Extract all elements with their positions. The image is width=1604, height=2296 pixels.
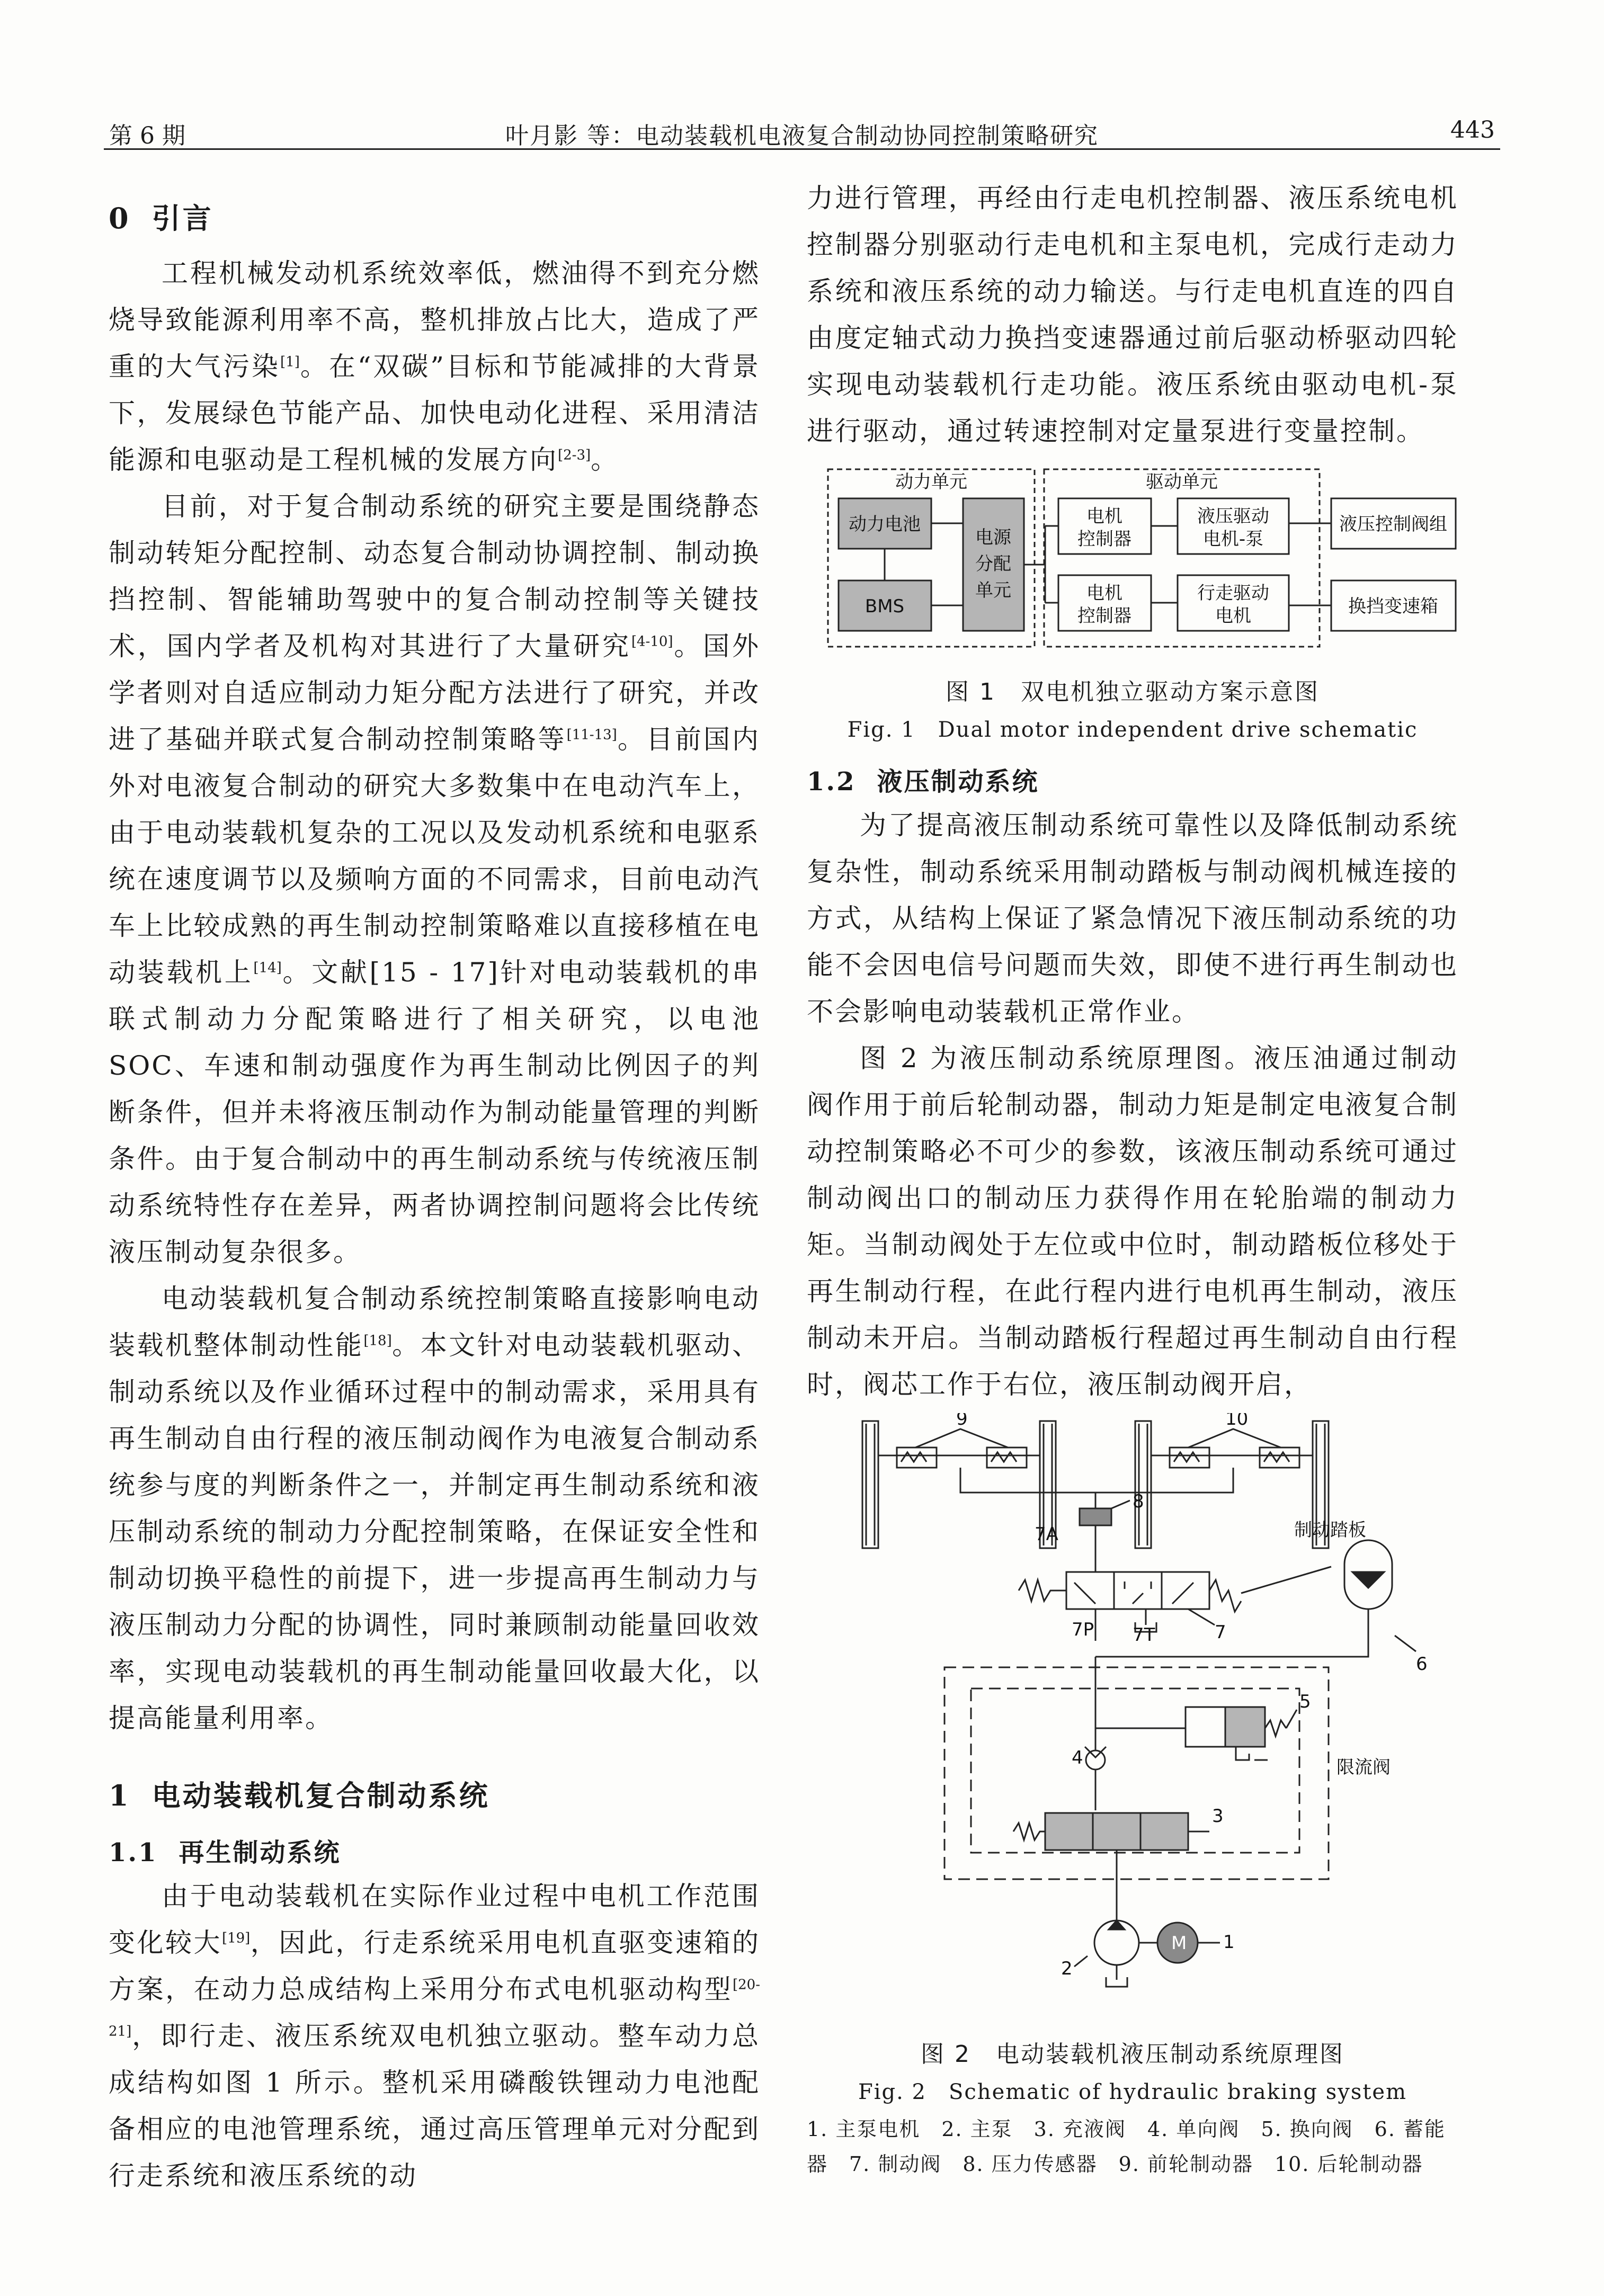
label-power-unit: 动力单元	[895, 471, 967, 493]
pressure-sensor	[1080, 1508, 1111, 1525]
label-hydraulic-motor-a: 液压驱动	[1197, 506, 1269, 527]
running-header	[104, 106, 1500, 150]
figure-1	[807, 454, 1458, 743]
label-travel-motor-b: 电机	[1215, 605, 1251, 627]
label-7P: 7P	[1072, 1619, 1094, 1640]
figure-1-caption-cn: 图 1 双电机独立驱动方案示意图	[946, 678, 1320, 705]
label-6: 6	[1416, 1654, 1428, 1675]
drive-schematic-diagram	[807, 464, 1458, 665]
paragraph: 为了提高液压制动系统可靠性以及降低制动系统复杂性，制动系统采用制动踏板与制动阀机械连接的方式，从结构上保证了紧急情况下液压制动系统的功能不会因电信号问题而失效，即使不进行再生制动也不会影响电动装载机正常作业。	[807, 810, 1458, 1027]
figure-2-legend: 1. 主泵电机 2. 主泵 3. 充液阀 4. 单向阀 5. 换向阀 6. 蓄能器 7. 制动阀 8. 压力传感器 9. 前轮制动器 10. 后轮制动器	[807, 2118, 1446, 2176]
citation: [20-21]	[109, 1977, 760, 2040]
subsection-heading-1-2: 1.2 液压制动系统	[807, 767, 1039, 797]
label-pdu-1: 电源	[975, 527, 1011, 548]
page-number: 443	[1450, 117, 1495, 144]
section-heading-0: 0 引言	[109, 201, 213, 235]
left-column	[109, 175, 760, 2199]
rear-wheel-left	[1135, 1421, 1151, 1548]
paragraph: 图 2 为液压制动系统原理图。液压油通过制动阀作用于前后轮制动器，制动力矩是制定电液复合制动控制策略必不可少的参数，该液压制动系统可通过制动阀出口的制动压力获得作用在轮胎端的制动力矩。当制动阀处于左位或中位时，制动踏板位移处于再生制动行程，在此行程内进行电机再生制动，液压制动未开启。当制动踏板行程超过再生制动自由行程时，阀芯工作于右位，液压制动阀开启，	[807, 1043, 1458, 1400]
brake-valve-left-spring	[1019, 1580, 1066, 1601]
paragraph: 由于电动装载机在实际作业过程中电机工作范围变化较大[19]，因此，行走系统采用电机直驱变速箱的方案，在动力总成结构上采用分布式电机驱动构型[20-21]，即行走、液压系统双电机独立驱动。整车动力总成结构如图 1 所示。整机采用磷酸铁锂动力电池配备相应的电池管理系统，通过高压管理单元对分配到行走系统和液压系统的动	[109, 1881, 761, 2191]
label-motor-controller-2a: 电机	[1086, 583, 1122, 604]
label-1: 1	[1223, 1932, 1235, 1953]
label-valve-group: 液压控制阀组	[1339, 514, 1447, 535]
citation: [11-13]	[566, 727, 617, 743]
brake-valve-middle-position	[1114, 1572, 1162, 1609]
citation: [4-10]	[631, 633, 673, 650]
label-drive-unit: 驱动单元	[1146, 471, 1218, 493]
subsection-heading-1-1: 1.1 再生制动系统	[109, 1838, 341, 1868]
label-limiter: 限流阀	[1336, 1757, 1391, 1778]
right-column	[807, 175, 1458, 2182]
label-3: 3	[1212, 1806, 1224, 1827]
charging-valve-right	[1140, 1813, 1188, 1850]
paragraph: 电动装载机复合制动系统控制策略直接影响电动装载机整体制动性能[18]。本文针对电动装载机驱动、制动系统以及作业循环过程中的制动需求，采用具有再生制动自由行程的液压制动阀作为电液复合制动系统参与度的判断条件之一，并制定再生制动系统和液压制动系统的制动力分配控制策略，在保证安全性和制动切换平稳性的前提下，进一步提高再生制动力与液压制动力分配的协调性，同时兼顾制动能量回收效率，实现电动装载机的再生制动能量回收最大化，以提高能量利用率。	[109, 1283, 761, 1734]
label-9: 9	[956, 1413, 968, 1430]
label-7A: 7A	[1035, 1524, 1058, 1545]
label-4: 4	[1072, 1747, 1083, 1768]
label-motor-controller-1a: 电机	[1086, 506, 1122, 527]
motor-symbol-label: M	[1171, 1933, 1187, 1954]
figure-2-caption-en: Fig. 2 Schematic of hydraulic braking system	[858, 2080, 1407, 2104]
figure-1-caption-en: Fig. 1 Dual motor independent drive schematic	[847, 718, 1418, 742]
check-valve	[1086, 1750, 1105, 1770]
citation: [1]	[280, 354, 300, 370]
label-7: 7	[1215, 1622, 1226, 1643]
brake-valve-left-position	[1066, 1572, 1114, 1609]
charging-valve-spring	[1013, 1823, 1045, 1840]
citation: [19]	[221, 1930, 251, 1946]
section-heading-1: 1 电动装载机复合制动系统	[109, 1779, 490, 1812]
label-travel-motor-a: 行走驱动	[1197, 583, 1269, 604]
label-bms: BMS	[865, 596, 905, 617]
label-7T: 7T	[1133, 1624, 1155, 1646]
label-pdu-2: 分配	[975, 553, 1011, 575]
label-motor-controller-1b: 控制器	[1077, 529, 1131, 550]
running-title: 叶月影 等：电动装载机电液复合制动协同控制策略研究	[505, 122, 1099, 149]
citation: [18]	[363, 1333, 392, 1349]
figure-2	[807, 1408, 1458, 2182]
reversing-valve-right	[1225, 1707, 1265, 1747]
charging-valve-left	[1045, 1813, 1093, 1850]
citation: [2-3]	[558, 447, 591, 463]
label-gearbox: 换挡变速箱	[1348, 596, 1438, 617]
label-pdu-3: 单元	[975, 580, 1011, 601]
label-battery: 动力电池	[849, 514, 921, 535]
label-pedal: 制动踏板	[1294, 1520, 1366, 1541]
hydraulic-braking-schematic	[807, 1413, 1458, 2027]
front-wheel-left	[862, 1421, 878, 1548]
paragraph: 工程机械发动机系统效率低，燃油得不到充分燃烧导致能源利用率不高，整机排放占比大，造成了严重的大气污染[1]。在“双碳”目标和节能减排的大背景下，发展绿色节能产品、加快电动化进程、采用清洁能源和电驱动是工程机械的发展方向[2-3]。	[109, 258, 761, 475]
label-motor-controller-2b: 控制器	[1077, 605, 1131, 627]
pedal-linkage	[1241, 1567, 1331, 1593]
label-5: 5	[1299, 1691, 1311, 1712]
label-10: 10	[1225, 1413, 1249, 1430]
citation: [14]	[253, 960, 282, 976]
label-8: 8	[1133, 1491, 1144, 1512]
paragraph: 目前，对于复合制动系统的研究主要是围绕静态制动转矩分配控制、动态复合制动协调控制、制动换挡控制、智能辅助驾驶中的复合制动控制等关键技术，国内学者及机构对其进行了大量研究[4-10]。国外学者则对自适应制动力矩分配方法进行了研究，并改进了基础并联式复合制动控制策略等[11-13]。目前国内外对电液复合制动的研究大多数集中在电动汽车上，由于电动装载机复杂的工况以及发动机系统和电驱系统在速度调节以及频响方面的不同需求，目前电动汽车上比较成熟的再生制动控制策略难以直接移植在电动装载机上[14]。文献[15 - 17]针对电动装载机的串联式制动力分配策略进行了相关研究，以电池 SOC、车速和制动强度作为再生制动比例因子的判断条件，但并未将液压制动作为制动能量管理的判断条件。由于复合制动中的再生制动系统与传统液压制动系统特性存在差异，两者协调控制问题将会比传统液压制动复杂很多。	[109, 491, 761, 1267]
paragraph-continued: 力进行管理，再经由行走电机控制器、液压系统电机控制器分别驱动行走电机和主泵电机，完成行走动力系统和液压系统的动力输送。与行走电机直连的四自由度定轴式动力换挡变速器通过前后驱动桥驱动四轮实现电动装载机行走功能。液压系统由驱动电机-泵进行驱动，通过转速控制对定量泵进行变量控制。	[807, 183, 1458, 446]
label-2: 2	[1061, 1958, 1073, 1979]
brake-valve-right-spring	[1209, 1580, 1241, 1612]
label-hydraulic-motor-b: 电机-泵	[1202, 529, 1264, 550]
issue-number: 第 6 期	[109, 122, 185, 149]
charging-valve-middle	[1093, 1813, 1140, 1850]
figure-2-caption-cn: 图 2 电动装载机液压制动系统原理图	[921, 2041, 1344, 2068]
reversing-valve-left	[1186, 1707, 1225, 1747]
